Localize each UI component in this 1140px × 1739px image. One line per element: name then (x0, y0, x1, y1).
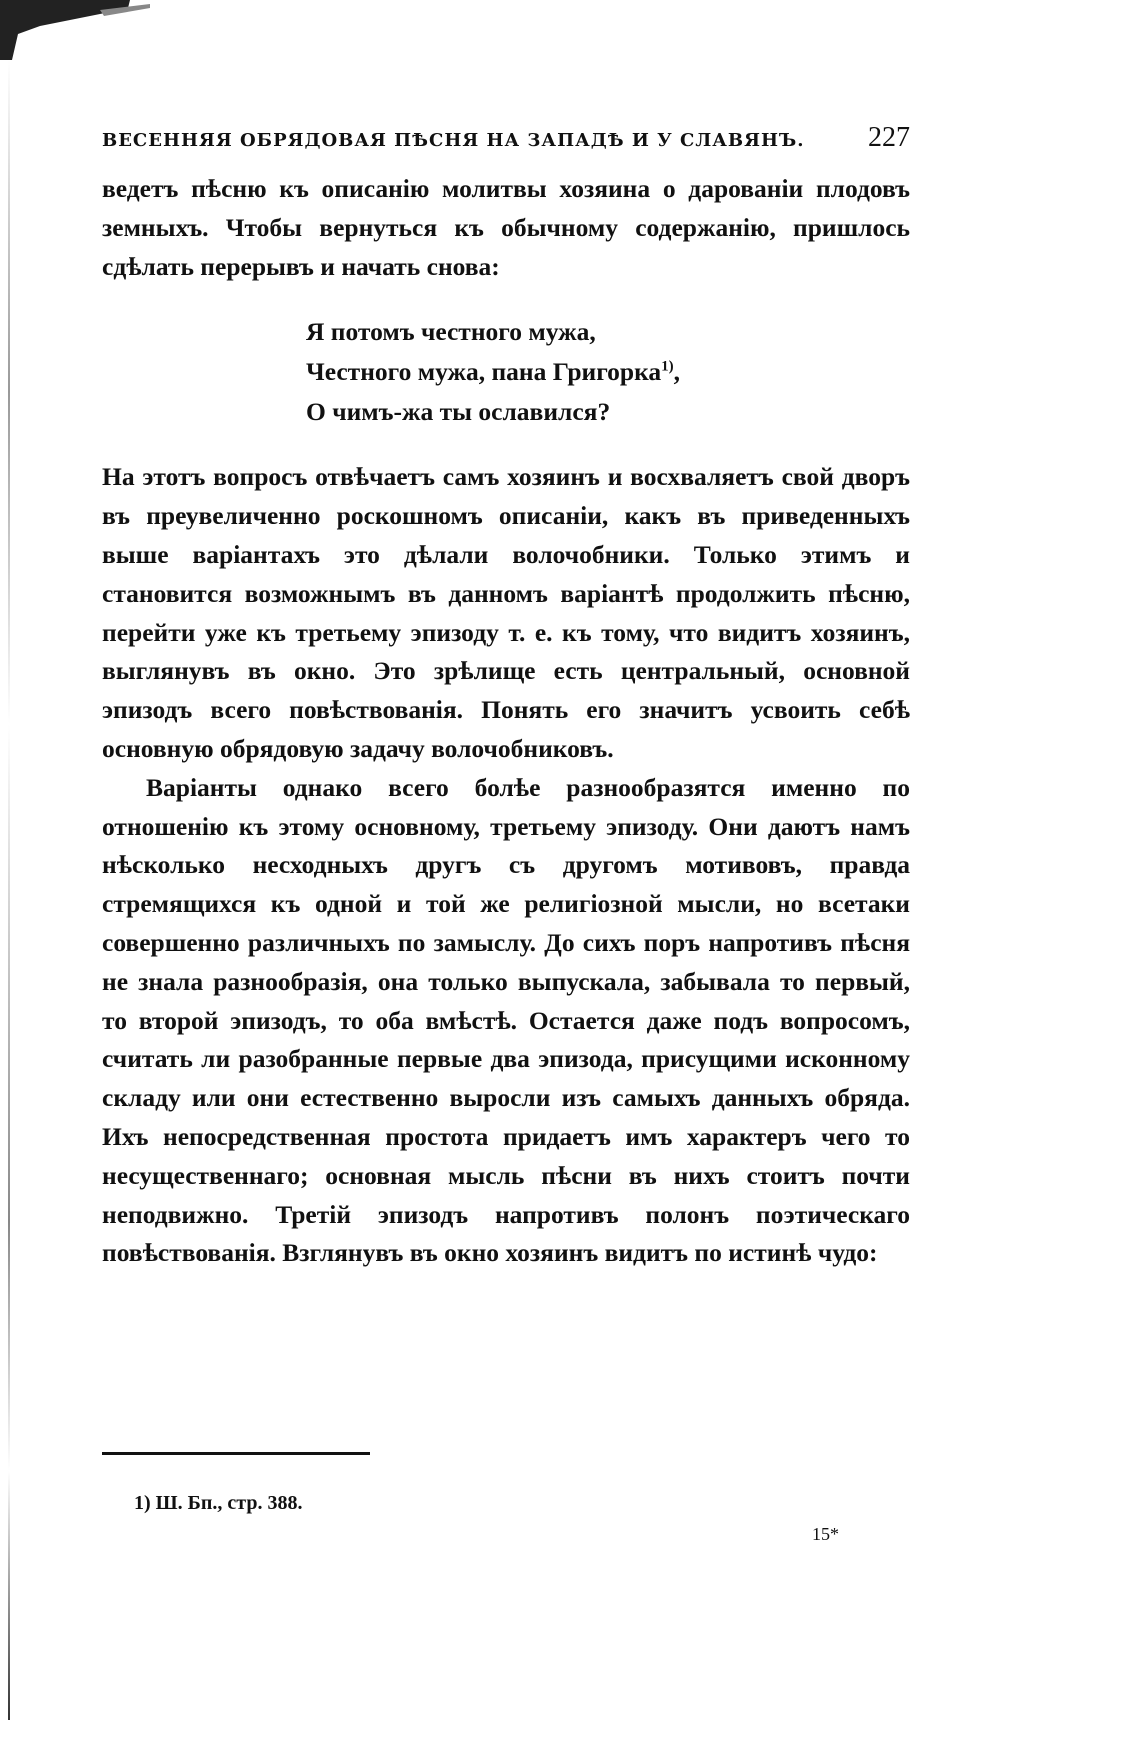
footnote: 1) Ш. Бп., стр. 388. (134, 1492, 303, 1514)
footnote-rule (102, 1452, 370, 1455)
signature-mark: 15* (812, 1524, 839, 1544)
body-text (102, 170, 910, 1273)
paragraph-3: Варіанты однако всего болѣе разнообразятся именно по отношенію къ этому основному, третьему эпизоду. Они даютъ намъ нѣсколько несходныхъ другъ съ другомъ мотивовъ, правда стремящихся къ одной и той же религіозной мысли, но всетаки совершенно различныхъ по замыслу. До сихъ поръ напротивъ пѣсня не знала разнообразія, она только выпускала, забывала то первый, то второй эпизодъ, то оба вмѣстѣ. Остается даже подъ вопросомъ, считать ли разобранные первые два эпизода, присущими исконному складу или они естественно выросли изъ самыхъ данныхъ обряда. Ихъ непосредственная простота придаетъ имъ характеръ чего то несущественнаго; основная мысль пѣсни въ нихъ стоитъ почти неподвижно. Третій эпизодъ напротивъ полонъ поэтическаго повѣствованія. Взглянувъ въ окно хозяинъ видитъ по истинѣ чудо: (102, 772, 910, 1268)
verse-line-2-text: Честного мужа, пана Григорка (306, 357, 662, 387)
page-header (102, 122, 910, 170)
running-head: ВЕСЕННЯЯ ОБРЯДОВАЯ ПѢСНЯ НА ЗАПАДѢ И У СЛАВЯНЪ. (102, 130, 805, 151)
page-content (102, 122, 910, 1273)
verse-line-2 (306, 352, 910, 392)
footnote-ref[interactable]: 1) (661, 358, 674, 375)
verse-block (306, 312, 910, 432)
paragraph-1: ведетъ пѣсню къ описанію молитвы хозяина о дарованіи плодовъ земныхъ. Чтобы вернуться къ обычному содержанію, пришлось сдѣлать перерывъ и начать снова: (102, 174, 910, 281)
page-edge-line (8, 60, 10, 1720)
scan-artifact (0, 0, 150, 60)
verse-line-3: О чимъ-жа ты ославился? (306, 397, 611, 427)
paragraph-2: На этотъ вопросъ отвѣчаетъ самъ хозяинъ и восхваляетъ свой дворъ въ преувеличенно роскошномъ описаніи, какъ въ приведенныхъ выше варіантахъ это дѣлали волочобники. Только этимъ и становится возможнымъ въ данномъ варіантѣ продолжить пѣсню, перейти уже къ третьему эпизоду т. е. къ тому, что видитъ хозяинъ, выглянувъ въ окно. Это зрѣлище есть центральный, основной эпизодъ всего повѣствованія. Понять его значитъ усвоить себѣ основную обрядовую задачу волочобниковъ. (102, 462, 910, 763)
verse-line-1: Я потомъ честного мужа, (306, 317, 596, 347)
page-number: 227 (868, 122, 910, 153)
verse-line-2-end: , (673, 357, 681, 387)
